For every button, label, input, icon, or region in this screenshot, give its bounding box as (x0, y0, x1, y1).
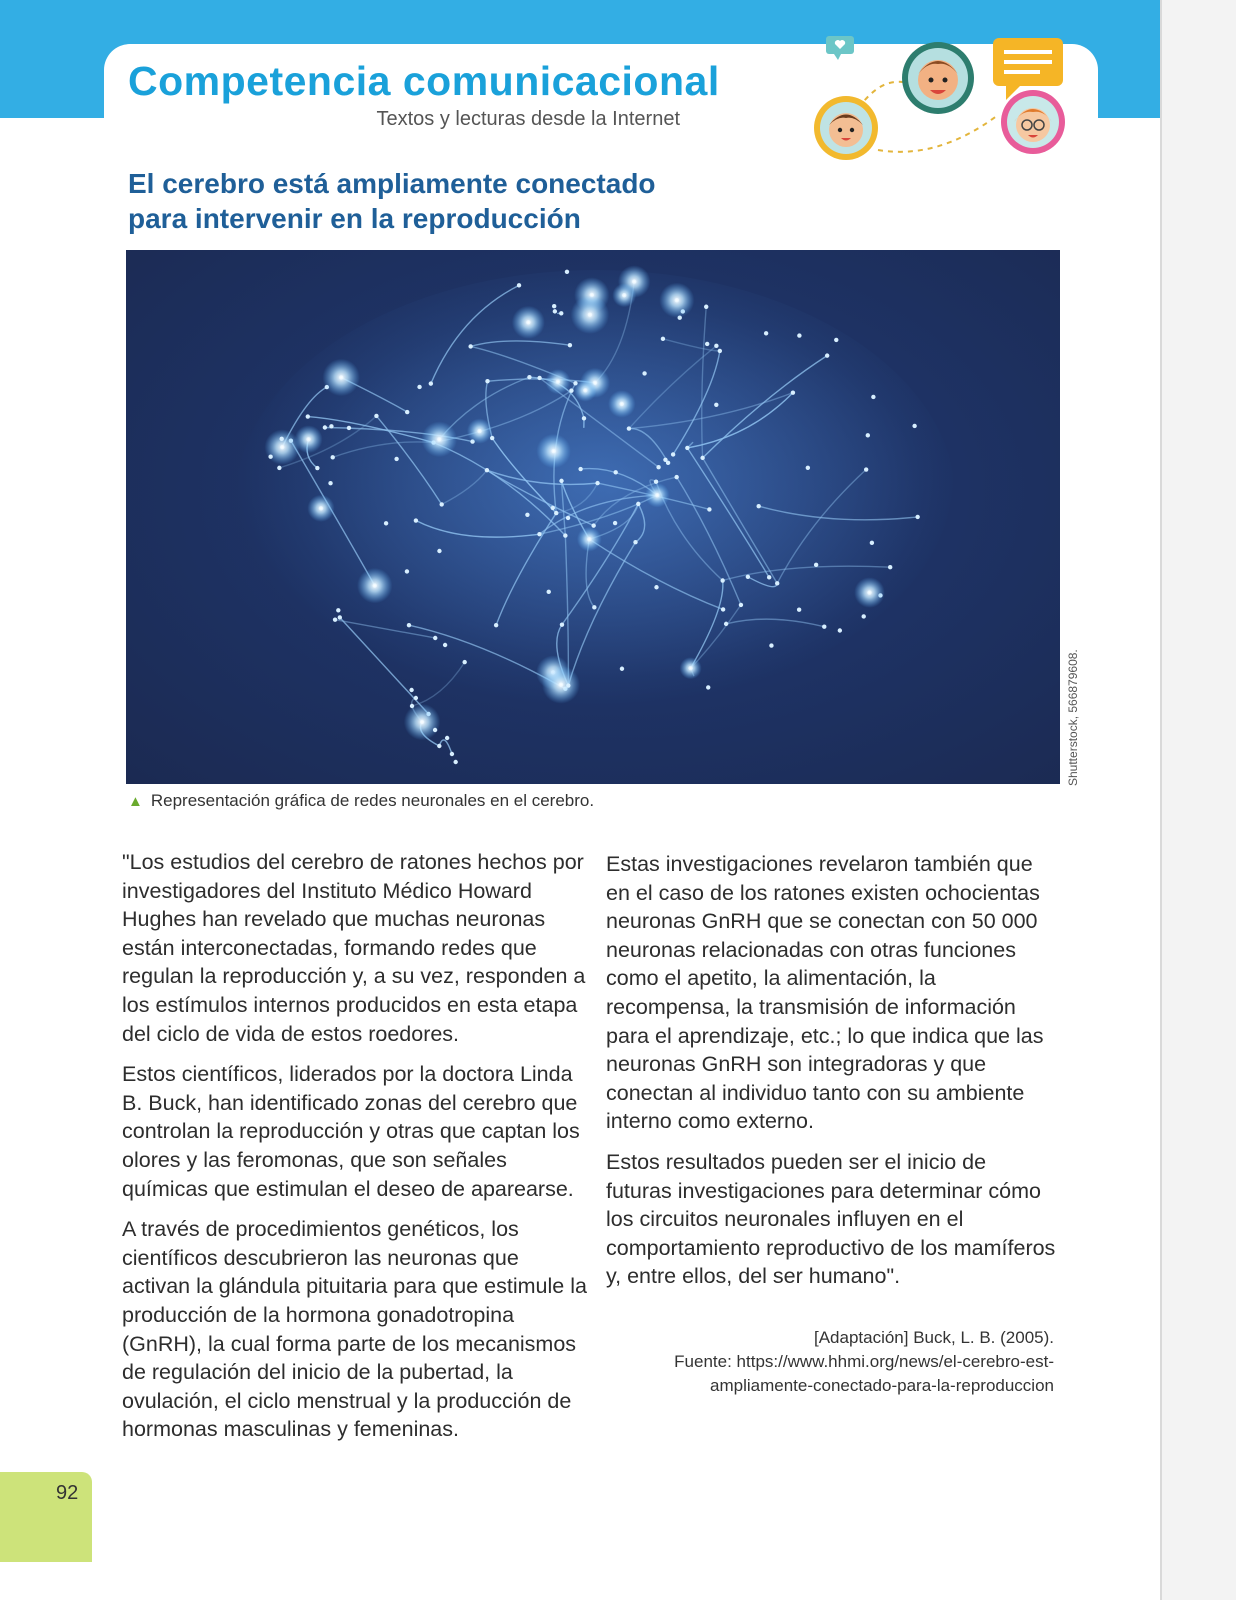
paragraph: Estos científicos, liderados por la doctora Linda B. Buck, han identificado zonas del cerebro que controlan la reproducción y otras que captan los olores y las feromonas, que son señales químicas que estimulan el deseo de aparearse. (122, 1062, 580, 1201)
neuron-dot (333, 617, 337, 621)
neuron-dot (642, 371, 646, 375)
neuron-glow (307, 495, 334, 522)
neuron-glow (571, 295, 610, 334)
neural-network-image (126, 250, 1060, 784)
neuron-dot (767, 575, 771, 579)
neuron-dot (323, 425, 327, 429)
neuron-dot (633, 540, 637, 544)
neuron-dot (279, 437, 283, 441)
neuron-dot (592, 605, 596, 609)
neuron-dot (437, 549, 441, 553)
neuron-glow (357, 568, 393, 604)
neuron-dot (566, 516, 570, 520)
paragraph: Estas investigaciones revelaron también que en el caso de los ratones existen ochocientas neuronas GnRH que se conectan con 50 000 neuronas relacionadas con otras funciones como el apetito, la alimentación, la recompensa, la transmisión de información para el aprendizaje, etc.; lo que indica que las neuronas GnRH son integradoras y que conectan al individuo tanto con su ambiente interno como externo. (606, 852, 1044, 1134)
neuron-dot (704, 305, 708, 309)
triangle-icon: ▲ (128, 793, 143, 810)
neuron-dot (560, 622, 564, 626)
neuron-glow (264, 429, 299, 464)
left-column (122, 848, 592, 1456)
neuron-dot (347, 426, 351, 430)
article-title (128, 166, 688, 236)
neuron-dot (797, 333, 801, 337)
neuron-glow (854, 577, 885, 608)
right-column (606, 850, 1056, 1303)
neuron-dot (374, 414, 378, 418)
neuron-dot (769, 643, 773, 647)
neuron-dot (268, 455, 272, 459)
neuron-dot (569, 388, 573, 392)
neuron-dot (864, 467, 868, 471)
neuron-glow (659, 283, 694, 318)
neuron-dot (517, 283, 521, 287)
neuron-dot (559, 479, 563, 483)
source-citation (600, 1326, 1054, 1398)
neuron-dot (775, 581, 779, 585)
source-url-line: Fuente: https://www.hhmi.org/news/el-cerebro-est- (674, 1352, 1054, 1371)
neuron-dot (814, 563, 818, 567)
page-number: 92 (56, 1482, 79, 1504)
image-credit: Shutterstock, 566879608. (1066, 649, 1080, 786)
neuron-dot (551, 506, 555, 510)
neuron-dot (871, 395, 875, 399)
neuron-glow (577, 527, 602, 552)
neuron-dot (563, 533, 567, 537)
neuron-dot (706, 685, 710, 689)
neuron-glow (536, 434, 571, 469)
neuron-dot (443, 643, 447, 647)
neuron-dot (674, 475, 678, 479)
figure-caption (128, 791, 594, 811)
neuron-dot (636, 502, 640, 506)
neuron-dot (409, 688, 413, 692)
neuron-glow (542, 666, 580, 704)
neuron-dot (627, 426, 631, 430)
neuron-dot (568, 343, 572, 347)
neuron-glow (680, 657, 702, 679)
neuron-dot (862, 614, 866, 618)
neuron-dot (417, 385, 421, 389)
neuron-dot (554, 511, 558, 515)
neuron-dot (834, 338, 838, 342)
neuron-glow (545, 369, 570, 394)
neuron-dot (582, 416, 586, 420)
neuron-dot (685, 446, 689, 450)
neuron-dot (468, 344, 472, 348)
neuron-dot (559, 311, 563, 315)
neuron-dot (870, 541, 874, 545)
page-gutter (1160, 0, 1236, 1600)
neuron-dot (797, 608, 801, 612)
paragraph: Estos resultados pueden ser el inicio de futuras investigaciones para determinar cómo los circuitos neuronales influyen en el comportamiento reproductivo de los mamíferos y, entre ellos, del ser humano". (606, 1149, 1056, 1289)
neuron-dot (429, 381, 433, 385)
neuron-dot (700, 456, 704, 460)
neuron-dot (405, 569, 409, 573)
neuron-dot (791, 390, 795, 394)
article-title-line: para intervenir en la reproducción (128, 203, 581, 234)
neuron-dot (336, 608, 340, 612)
neuron-dot (724, 622, 728, 626)
neuron-dot (671, 452, 675, 456)
source-url (600, 1350, 1054, 1398)
neuron-dot (394, 457, 398, 461)
neuron-dot (705, 342, 709, 346)
neuron-dot (433, 728, 437, 732)
neuron-dot (806, 466, 810, 470)
neuron-dot (485, 468, 489, 472)
neuron-dot (450, 752, 454, 756)
neuron-dot (912, 424, 916, 428)
neuron-dot (338, 615, 342, 619)
neuron-dot (537, 376, 541, 380)
neuron-dot (663, 458, 667, 462)
neuron-dot (439, 502, 443, 506)
neuron-dot (433, 636, 437, 640)
citation-line: [Adaptación] Buck, L. B. (2005). (813, 1328, 1054, 1347)
neuron-dot (445, 736, 449, 740)
neuron-dot (746, 575, 750, 579)
neuron-dot (437, 744, 441, 748)
neuron-dot (613, 470, 617, 474)
chat-heart-icon (826, 36, 854, 60)
neuron-dot (888, 565, 892, 569)
neuron-glow (322, 359, 360, 397)
neuron-dot (838, 628, 842, 632)
neuron-dot (565, 270, 569, 274)
neuron-dot (277, 466, 281, 470)
kid-avatar-icon (814, 96, 878, 160)
neuron-dot (756, 504, 760, 508)
neuron-dot (707, 507, 711, 511)
girl-avatar-icon (1001, 90, 1065, 154)
neuron-dot (822, 625, 826, 629)
neuron-dot (552, 304, 556, 308)
neuron-dot (553, 309, 557, 313)
article-title-line: El cerebro está ampliamente conectado (128, 168, 656, 199)
neuron-dot (306, 414, 310, 418)
neuron-dot (527, 375, 531, 379)
neuron-dot (718, 349, 722, 353)
paragraph: "Los estudios del cerebro de ratones hechos por investigadores del Instituto Médico Howard Hughes han revelado que muchas neuronas están interconectadas, formando redes que regulan la reproducción y, a su vez, responden a los estímulos internos producidos en esta etapa del ciclo de vida de estos roedores. (122, 850, 586, 1046)
neuron-dot (462, 660, 466, 664)
neuron-dot (328, 481, 332, 485)
neuron-glow (608, 390, 636, 418)
neuron-dot (547, 590, 551, 594)
neuron-dot (405, 410, 409, 414)
neuron-dot (453, 760, 457, 764)
kids-illustration (808, 30, 1078, 170)
neuron-dot (656, 465, 660, 469)
neuron-glow (467, 418, 492, 443)
neuron-dot (315, 466, 319, 470)
neuron-dot (825, 353, 829, 357)
source-url-line: ampliamente-conectado-para-la-reproduccion (710, 1376, 1054, 1395)
figure-caption-text: Representación gráfica de redes neuronales en el cerebro. (150, 791, 595, 810)
neuron-dot (566, 683, 570, 687)
neuron-dot (720, 578, 724, 582)
neuron-glow (421, 421, 457, 457)
neuron-dot (739, 603, 743, 607)
section-subtitle: Textos y lecturas desde la Internet (376, 108, 680, 130)
neuron-dot (613, 521, 617, 525)
neuron-dot (595, 481, 599, 485)
neuron-glow (404, 704, 441, 741)
neuron-dot (721, 607, 725, 611)
neuron-dot (654, 585, 658, 589)
boy-avatar-icon (902, 42, 974, 114)
neuron-dot (414, 696, 418, 700)
neuron-dot (414, 518, 418, 522)
neuron-dot (714, 344, 718, 348)
neuron-dot (384, 521, 388, 525)
neuron-glow (645, 483, 670, 508)
neuron-dot (537, 532, 541, 536)
neuron-glow (512, 306, 545, 339)
neuron-dot (485, 379, 489, 383)
neuron-dot (331, 455, 335, 459)
neuron-dot (620, 667, 624, 671)
neuron-dot (525, 513, 529, 517)
paragraph: A través de procedimientos genéticos, los científicos descubrieron las neuronas que activan la glándula pituitaria para que estimule la producción de la hormona gonadotropina (GnRH), la cual forma parte de los mecanismos de regulación del inicio de la pubertad, la ovulación, el ciclo menstrual y la producción de hormonas masculinas y femeninas. (122, 1217, 587, 1442)
neuron-dot (764, 331, 768, 335)
neuron-dot (329, 424, 333, 428)
neural-network-illustration (126, 250, 1060, 784)
neuron-glow (574, 379, 597, 402)
section-title: Competencia comunicacional (128, 58, 720, 104)
neuron-dot (661, 337, 665, 341)
neuron-dot (714, 403, 718, 407)
neuron-dot (407, 623, 411, 627)
neuron-dot (494, 623, 498, 627)
neuron-dot (866, 433, 870, 437)
neuron-dot (591, 523, 595, 527)
neuron-dot (578, 467, 582, 471)
neuron-dot (915, 515, 919, 519)
neuron-glow (295, 425, 323, 453)
neuron-glow (612, 283, 636, 307)
